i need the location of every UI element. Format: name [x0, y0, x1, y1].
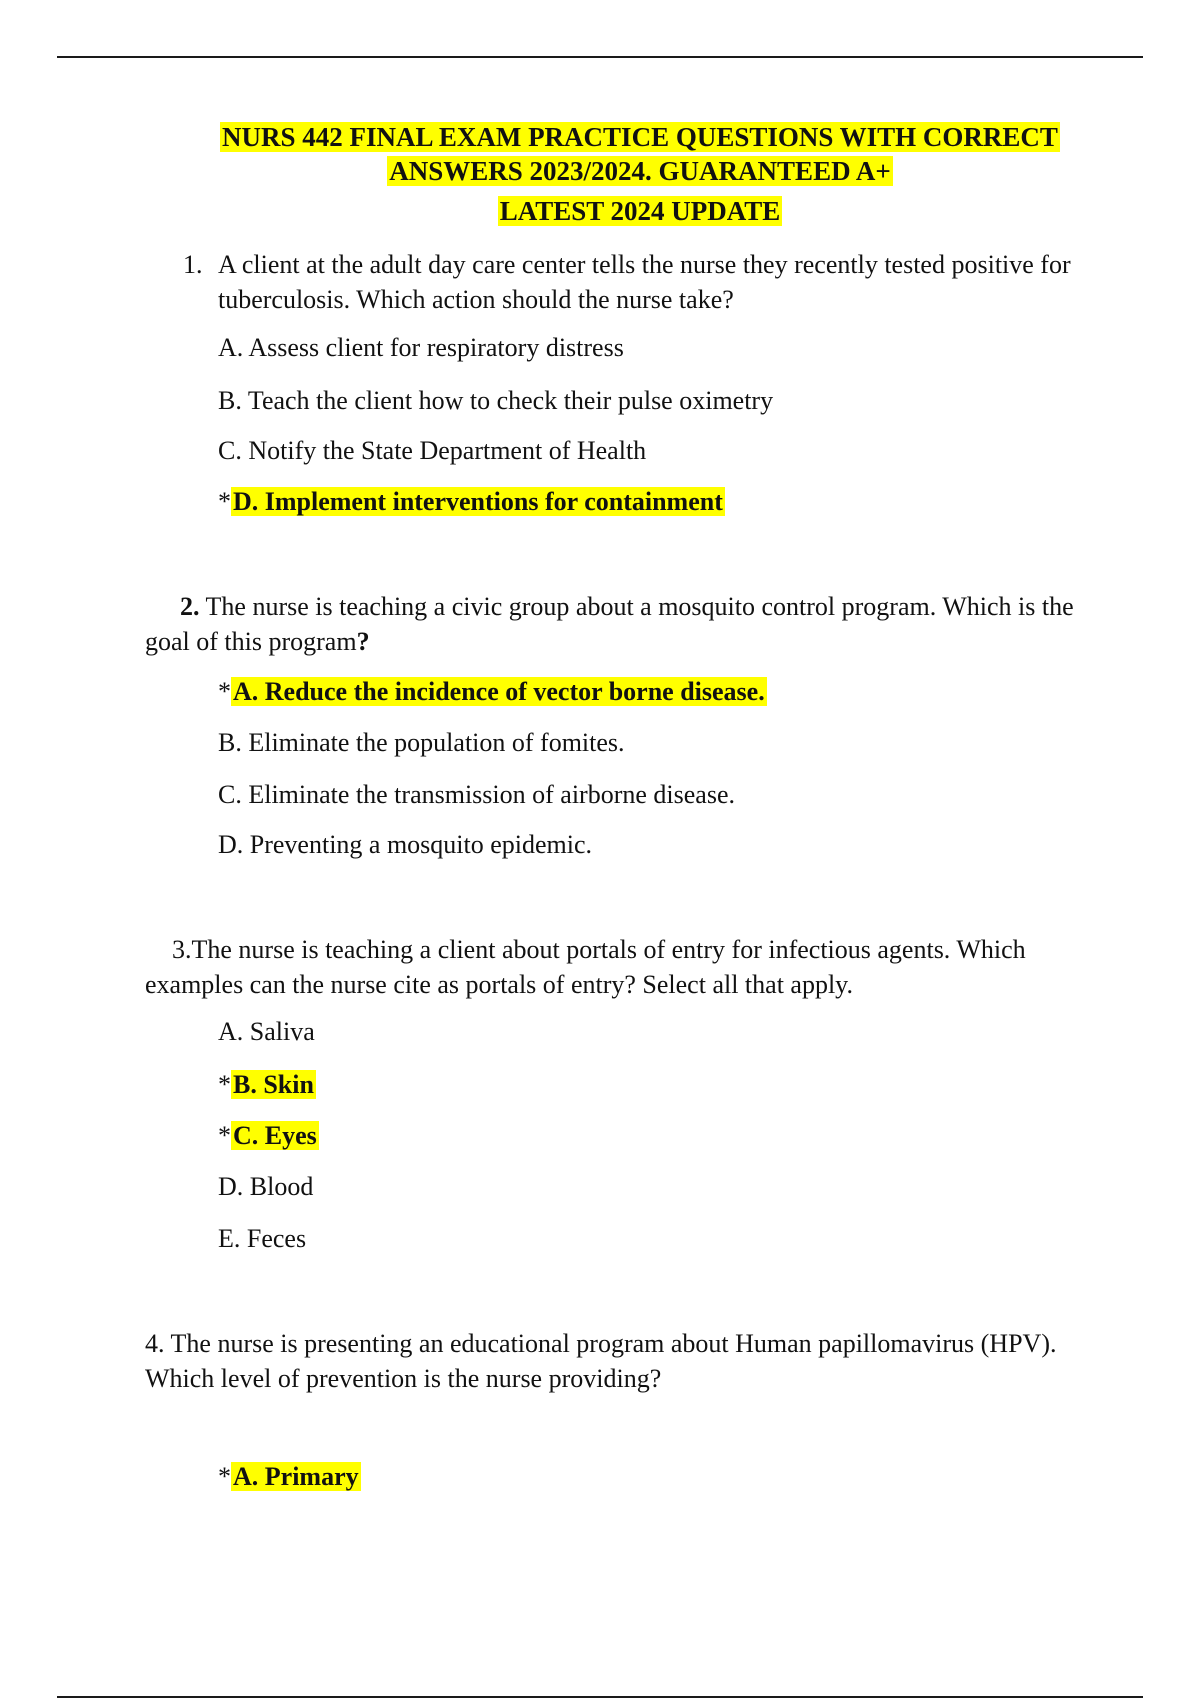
option-text: D. Preventing a mosquito epidemic. — [218, 830, 593, 859]
title-line-1: NURS 442 FINAL EXAM PRACTICE QUESTIONS WITH CORRECT — [222, 122, 1058, 152]
question-2-option-c — [218, 778, 735, 812]
correct-marker: * — [218, 1070, 231, 1099]
question-3-stem — [145, 932, 1105, 1002]
question-1-option-d-correct — [218, 485, 725, 519]
option-text: C. Eyes — [233, 1121, 317, 1150]
question-4-stem — [145, 1326, 1105, 1396]
question-3-option-b-correct — [218, 1068, 316, 1102]
question-stem-text: The nurse is teaching a civic group about a mosquito control program. Which is the goal of this program — [145, 592, 1074, 656]
question-1-stem: A client at the adult day care center tells the nurse they recently tested positive for tuberculosis. Which action should the nurse take? — [218, 250, 1071, 314]
option-text: D. Blood — [218, 1172, 314, 1201]
question-3-option-d — [218, 1170, 313, 1204]
correct-marker: * — [218, 487, 231, 516]
bottom-rule — [57, 1696, 1143, 1698]
question-3-option-e — [218, 1222, 306, 1256]
question-4-option-a-correct — [218, 1460, 361, 1494]
question-stem-text: The nurse is presenting an educational program about Human papillomavirus (HPV). Which level of prevention is the nurse providing? — [145, 1329, 1057, 1393]
document-title — [190, 120, 1090, 228]
question-3-option-a — [218, 1015, 315, 1049]
top-rule — [57, 56, 1143, 58]
question-number: 2. — [180, 592, 200, 621]
option-text: A. Assess client for respiratory distress — [218, 333, 624, 362]
correct-marker: * — [218, 1462, 231, 1491]
question-number: 3. — [172, 935, 192, 964]
option-text: B. Skin — [233, 1070, 314, 1099]
question-stem-text: The nurse is teaching a client about portals of entry for infectious agents. Which examples can the nurse cite as portals of entry? Select all that apply. — [145, 935, 1026, 999]
title-line-3: LATEST 2024 UPDATE — [499, 196, 781, 226]
question-2-option-d — [218, 828, 592, 862]
option-text: A. Reduce the incidence of vector borne disease. — [233, 677, 765, 706]
option-text: E. Feces — [218, 1224, 307, 1253]
correct-marker: * — [218, 677, 231, 706]
correct-marker: * — [218, 1121, 231, 1150]
question-1-option-a — [218, 331, 624, 365]
option-text: A. Primary — [233, 1462, 359, 1491]
option-text: A. Saliva — [218, 1017, 315, 1046]
question-1-option-b — [218, 384, 773, 418]
option-text: C. Eliminate the transmission of airborne disease. — [218, 780, 735, 809]
question-number: 4. — [145, 1329, 165, 1358]
question-1-number: 1. — [183, 250, 203, 279]
option-text: B. Teach the client how to check their pulse oximetry — [218, 386, 774, 415]
question-2-stem — [145, 589, 1105, 659]
option-text: B. Eliminate the population of fomites. — [218, 728, 625, 757]
question-stem-end: ? — [356, 627, 370, 656]
question-2-option-a-correct — [218, 675, 767, 709]
question-2-option-b — [218, 726, 625, 760]
question-1-option-c — [218, 434, 646, 468]
option-text: D. Implement interventions for containment — [233, 487, 723, 516]
option-text: C. Notify the State Department of Health — [218, 436, 647, 465]
question-3-option-c-correct — [218, 1119, 319, 1153]
title-line-2: ANSWERS 2023/2024. GUARANTEED A+ — [389, 156, 891, 186]
